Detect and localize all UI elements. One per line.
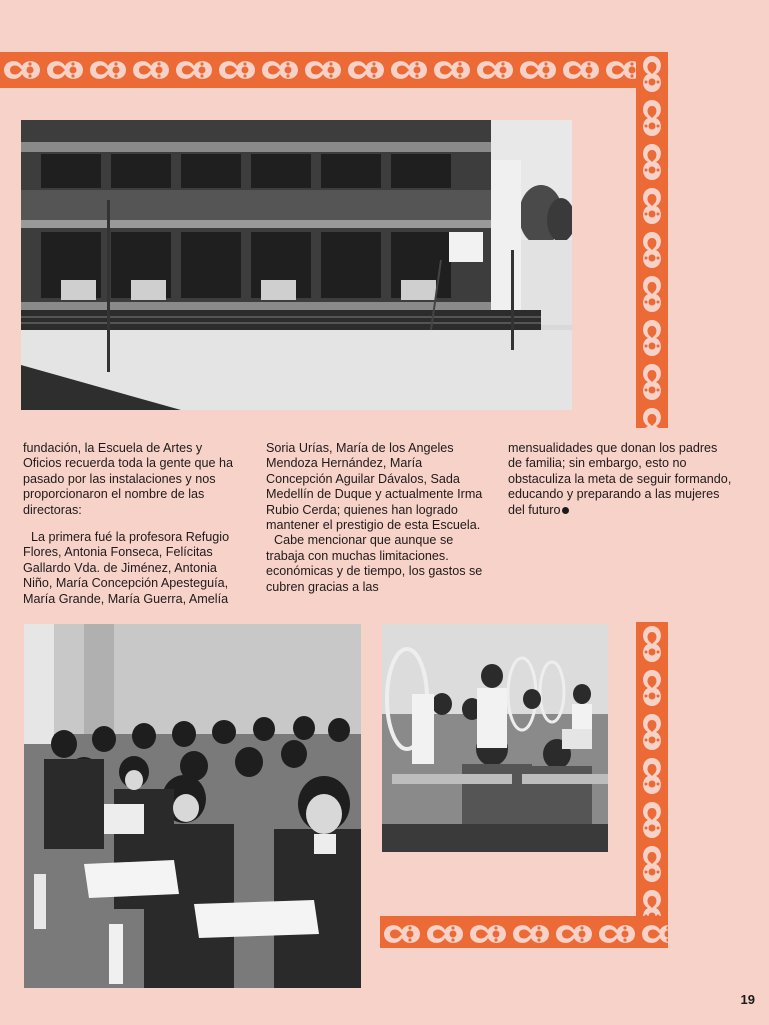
classroom-students-photo (24, 624, 361, 988)
page-number: 19 (740, 992, 755, 1007)
ornamental-border-right-bottom (636, 622, 668, 948)
paragraph: Soria Urías, María de los Angeles Mendoza Hernández, María Concepción Aguilar Dávalos, Sada Medellín de Duque y actualmente Irma Rubio Cerda; quienes han logrado mantener el prestigio de esta Escuela. (266, 441, 483, 533)
ornamental-border-bottom (380, 916, 668, 948)
text-column-3 (508, 441, 733, 518)
paragraph: fundación, la Escuela de Artes y Oficios recuerda toda la gente que ha pasado por las instalaciones y nos proporcionaron el nombre de las directoras: (23, 441, 234, 517)
workshop-students-photo (382, 624, 608, 852)
ornamental-border-right-top (636, 52, 668, 428)
paragraph: Cabe mencionar que aunque se trabaja con muchas limitaciones. económicas y de tiempo, los gastos se cubren gracias a las (266, 533, 483, 594)
paragraph: mensualidades que donan los padres de familia; sin embargo, esto no obstaculiza la meta de seguir formando, educando y preparando a las mujeres del futuro (508, 441, 732, 517)
end-mark (562, 507, 569, 514)
text-column-2 (266, 441, 488, 595)
paragraph: La primera fué la profesora Refugio Flores, Antonia Fonseca, Felícitas Gallardo Vda. de Jiménez, Antonia Niño, María Concepción Apesteguía, María Grande, María Guerra, Amelía (23, 530, 230, 606)
ornamental-border-top (0, 52, 668, 88)
school-building-photo (21, 120, 572, 410)
text-column-1 (23, 441, 243, 607)
